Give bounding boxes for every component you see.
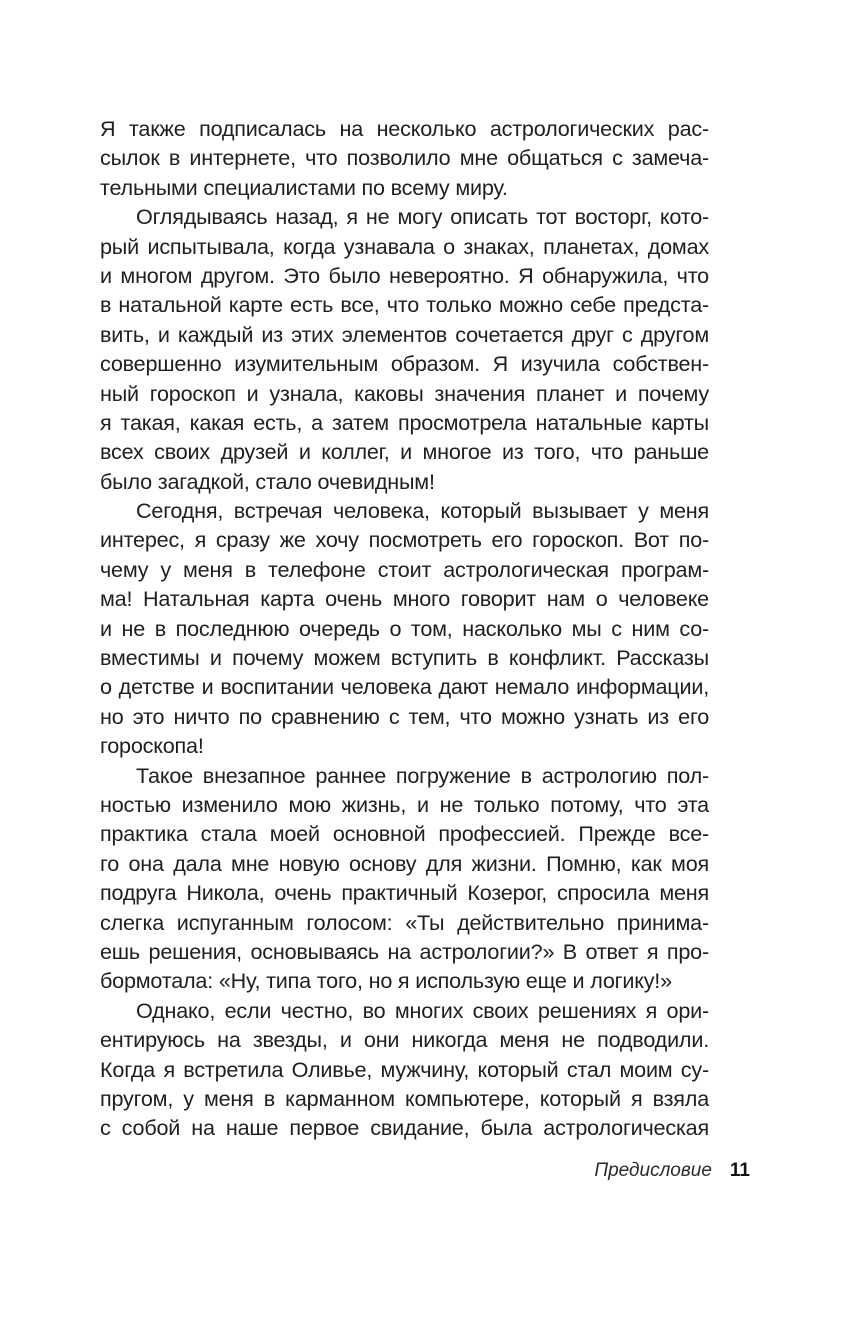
text-line: гороскопа!	[100, 733, 204, 759]
text-line: ный гороскоп и узнала, каковы значения планет и почему	[100, 380, 709, 406]
text-line: Однако, если честно, во многих своих решениях я ори-	[136, 997, 709, 1023]
text-line: вместимы и почему можем вступить в конфликт. Рассказы	[100, 645, 709, 671]
text-line: слегка испуганным голосом: «Ты действительно принима-	[100, 909, 709, 935]
page-footer	[594, 1160, 750, 1182]
text-line: я такая, какая есть, а затем просмотрела натальные карты	[100, 409, 709, 435]
text-line: Сегодня, встречая человека, который вызывает у меня	[136, 498, 709, 524]
text-line: о детстве и воспитании человека дают немало информации,	[100, 674, 709, 700]
body-text	[100, 114, 709, 1143]
text-line: чему у меня в телефоне стоит астрологическая програм-	[100, 556, 709, 582]
text-line: и не в последнюю очередь о том, насколько мы с ним со-	[100, 615, 709, 641]
text-line: подруга Никола, очень практичный Козерог, спросила меня	[100, 880, 709, 906]
text-line: сылок в интернете, что позволило мне общаться с замеча-	[100, 145, 709, 171]
text-line: практика стала моей основной профессией. Прежде все-	[100, 821, 709, 847]
text-line: вить, и каждый из этих элементов сочетается друг с другом	[100, 321, 709, 347]
text-line: Оглядываясь назад, я не могу описать тот восторг, кото-	[136, 204, 709, 230]
text-line: было загадкой, стало очевидным!	[100, 468, 435, 494]
text-line: в натальной карте есть все, что только можно себе предста-	[100, 292, 709, 318]
text-line: но это ничто по сравнению с тем, что можно узнать из его	[100, 703, 709, 729]
text-line: с собой на наше первое свидание, была астрологическая	[100, 1115, 709, 1141]
text-line: Такое внезапное раннее погружение в астрологию пол-	[136, 762, 709, 788]
page-number: 11	[729, 1160, 750, 1181]
text-line: интерес, я сразу же хочу посмотреть его гороскоп. Вот по-	[100, 527, 709, 553]
text-line: пругом, у меня в карманном компьютере, который я взяла	[100, 1085, 709, 1111]
text-line: тельными специалистами по всему миру.	[100, 174, 508, 200]
text-line: совершенно изумительным образом. Я изучила собствен-	[100, 351, 709, 377]
running-head: Предисловие	[594, 1160, 712, 1181]
text-line: рый испытывала, когда узнавала о знаках, планетах, домах	[100, 233, 709, 259]
text-line: ностью изменило мою жизнь, и не только потому, что эта	[100, 791, 709, 817]
text-line: бормотала: «Ну, типа того, но я использую еще и логику!»	[100, 968, 672, 994]
text-line: ентируюсь на звезды, и они никогда меня не подводили.	[100, 1027, 709, 1053]
text-line: и многом другом. Это было невероятно. Я обнаружила, что	[100, 262, 709, 288]
text-line: Я также подписалась на несколько астрологических рас-	[100, 116, 709, 141]
text-line: Когда я встретила Оливье, мужчину, который стал моим су-	[100, 1056, 709, 1082]
text-line: всех своих друзей и коллег, и многое из того, что раньше	[100, 439, 709, 465]
text-line: го она дала мне новую основу для жизни. Помню, как моя	[100, 850, 709, 876]
text-line: ма! Натальная карта очень много говорит нам о человеке	[100, 586, 709, 612]
text-line: ешь решения, основываясь на астрологии?» В ответ я про-	[100, 938, 709, 964]
